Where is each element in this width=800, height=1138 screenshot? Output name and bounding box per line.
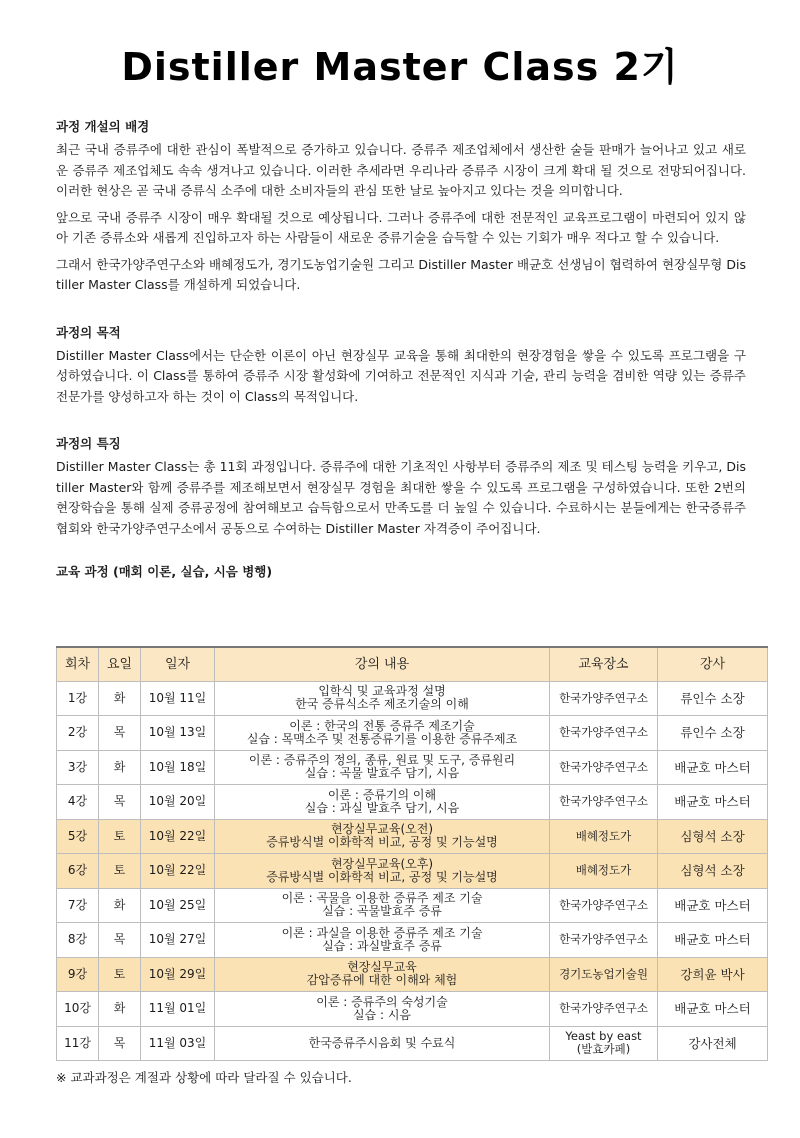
lecture-content-cell <box>215 854 550 889</box>
lecture-line: 증류방식별 이화학적 비교, 공정 및 기능설명 <box>266 869 498 884</box>
weekday-cell: 화 <box>99 888 141 923</box>
weekday-cell: 목 <box>99 785 141 820</box>
weekday-cell: 화 <box>99 992 141 1027</box>
place-text: 한국가양주연구소 <box>559 1001 648 1016</box>
lecture-line: 증류방식별 이화학적 비교, 공정 및 기능설명 <box>266 835 498 850</box>
weekday-cell: 토 <box>99 854 141 889</box>
teacher-cell: 류인수 소장 <box>658 681 768 716</box>
header-cell: 요일 <box>99 647 141 681</box>
table-row <box>57 716 768 751</box>
place-text: 배혜정도가 <box>575 863 632 878</box>
table-row <box>57 957 768 992</box>
session-number-cell: 4강 <box>57 785 99 820</box>
session-number-cell: 6강 <box>57 854 99 889</box>
lecture-line: 현장실무교육 <box>347 960 417 975</box>
schedule-table-wrap <box>56 646 768 1087</box>
table-row <box>57 750 768 785</box>
teacher-cell: 심형석 소장 <box>658 819 768 854</box>
lecture-content-cell <box>215 750 550 785</box>
paragraph: Distiller Master Class에서는 단순한 이론이 아닌 현장실무 교육을 통해 최대한의 현장경험을 쌓을 수 있도록 프로그램을 구성하였습니다. 이 Class를 통하여 증류주 시장 활성화에 기여하고 전문적인 지식과 기술, 관리 능력을 겸비한 역량 있는 증류주 전문가를 양성하고자 하는 것이 이 Class의 목적입니다. <box>56 347 746 404</box>
section-heading: 과정의 목적 <box>56 324 121 340</box>
table-row <box>57 785 768 820</box>
lecture-line: 실습 : 과실 발효주 담기, 시음 <box>304 800 460 815</box>
lecture-line: 실습 : 곡물 발효주 담기, 시음 <box>304 766 460 781</box>
weekday-cell: 목 <box>99 923 141 958</box>
lecture-line: 실습 : 시음 <box>352 1007 412 1022</box>
lecture-content-cell <box>215 923 550 958</box>
place-cell <box>550 819 658 854</box>
lecture-line: 실습 : 곡물발효주 증류 <box>322 904 442 919</box>
lecture-content-cell <box>215 681 550 716</box>
table-row <box>57 992 768 1027</box>
place-cell <box>550 716 658 751</box>
session-number-cell: 8강 <box>57 923 99 958</box>
lecture-content-cell <box>215 888 550 923</box>
weekday-cell: 목 <box>99 1026 141 1061</box>
session-number-cell: 7강 <box>57 888 99 923</box>
header-cell: 강의 내용 <box>215 647 550 681</box>
table-row <box>57 888 768 923</box>
place-cell <box>550 681 658 716</box>
header-cell: 회차 <box>57 647 99 681</box>
session-number-cell: 9강 <box>57 957 99 992</box>
paragraph: 앞으로 국내 증류주 시장이 매우 확대될 것으로 예상됩니다. 그러나 증류주에 대한 전문적인 교육프로그램이 마련되어 있지 않아 기존 증류소와 새롭게 진입하고자 하는 사람들이 새로운 증류기술을 습득할 수 있는 기회가 매우 적다고 할 수 있습니다. <box>56 209 746 245</box>
session-number-cell: 11강 <box>57 1026 99 1061</box>
date-cell: 10월 18일 <box>141 750 215 785</box>
teacher-cell: 배균호 마스터 <box>658 992 768 1027</box>
lecture-line: 한국증류주시음회 및 수료식 <box>308 1035 456 1050</box>
date-cell: 11월 03일 <box>141 1026 215 1061</box>
lecture-line: 감압증류에 대한 이해와 체험 <box>306 973 458 988</box>
place-text: 한국가양주연구소 <box>559 690 648 705</box>
place-text: 한국가양주연구소 <box>559 794 648 809</box>
session-number-cell: 5강 <box>57 819 99 854</box>
table-row <box>57 1026 768 1061</box>
date-cell: 10월 20일 <box>141 785 215 820</box>
place-cell <box>550 1026 658 1061</box>
date-cell: 10월 13일 <box>141 716 215 751</box>
header-cell: 강사 <box>658 647 768 681</box>
lecture-content-cell <box>215 819 550 854</box>
teacher-cell: 강사전체 <box>658 1026 768 1061</box>
teacher-cell: 심형석 소장 <box>658 854 768 889</box>
place-cell <box>550 854 658 889</box>
lecture-line: 이론 : 증류기의 이해 <box>327 787 437 802</box>
page-title: Distiller Master Class 2기 <box>121 45 679 89</box>
header-cell: 일자 <box>141 647 215 681</box>
place-text: 한국가양주연구소 <box>559 759 648 774</box>
date-cell: 10월 11일 <box>141 681 215 716</box>
teacher-cell: 류인수 소장 <box>658 716 768 751</box>
lecture-line: 이론 : 한국의 전통 증류주 제조기술 <box>289 718 475 733</box>
place-text: Yeast by east <box>565 1029 642 1044</box>
place-text: 경기도농업기술원 <box>559 966 648 981</box>
lecture-content-cell <box>215 957 550 992</box>
place-cell <box>550 957 658 992</box>
section-heading: 과정 개설의 배경 <box>56 119 150 134</box>
place-cell <box>550 923 658 958</box>
weekday-cell: 토 <box>99 819 141 854</box>
place-cell <box>550 750 658 785</box>
date-cell: 11월 01일 <box>141 992 215 1027</box>
weekday-cell: 화 <box>99 750 141 785</box>
lecture-content-cell <box>215 992 550 1027</box>
date-cell: 10월 25일 <box>141 888 215 923</box>
lecture-line: 현장실무교육(오후) <box>330 856 434 871</box>
place-text: 한국가양주연구소 <box>559 932 648 947</box>
date-cell: 10월 22일 <box>141 819 215 854</box>
place-text: 한국가양주연구소 <box>559 725 648 740</box>
place-cell <box>550 888 658 923</box>
teacher-cell: 배균호 마스터 <box>658 750 768 785</box>
lecture-line: 입학식 및 교육과정 설명 <box>318 684 446 699</box>
lecture-line: 실습 : 목맥소주 및 전통증류기를 이용한 증류주제조 <box>246 731 518 746</box>
lecture-line: 이론 : 곡물을 이용한 증류주 제조 기술 <box>281 891 483 906</box>
paragraph: 그래서 한국가양주연구소와 배혜정도가, 경기도농업기술원 그리고 Distiller Master 배균호 선생님이 협력하여 현장실무형 Distiller Master Class를 개설하게 되었습니다. <box>56 256 746 292</box>
date-cell: 10월 27일 <box>141 923 215 958</box>
place-cell <box>550 785 658 820</box>
session-number-cell: 3강 <box>57 750 99 785</box>
weekday-cell: 목 <box>99 716 141 751</box>
lecture-line: 한국 증류식소주 제조기술의 이해 <box>295 697 469 712</box>
lecture-line: 현장실무교육(오전) <box>330 822 434 837</box>
lecture-content-cell <box>215 1026 550 1061</box>
lecture-line: 실습 : 과실발효주 증류 <box>322 938 442 953</box>
schedule-table <box>56 646 768 1061</box>
session-number-cell: 10강 <box>57 992 99 1027</box>
session-number-cell: 1강 <box>57 681 99 716</box>
table-caption: 교육 과정 (매회 이론, 실습, 시음 병행) <box>56 564 273 579</box>
weekday-cell: 화 <box>99 681 141 716</box>
table-row <box>57 923 768 958</box>
date-cell: 10월 22일 <box>141 854 215 889</box>
teacher-cell: 강희윤 박사 <box>658 957 768 992</box>
table-header-row <box>57 647 768 681</box>
teacher-cell: 배균호 마스터 <box>658 785 768 820</box>
place-text: 배혜정도가 <box>575 828 632 843</box>
table-row <box>57 854 768 889</box>
weekday-cell: 토 <box>99 957 141 992</box>
section-heading: 과정의 특징 <box>56 436 121 451</box>
document-body <box>56 118 746 589</box>
header-cell: 교육장소 <box>550 647 658 681</box>
footnote: ※ 교과과정은 계절과 상황에 따라 달라질 수 있습니다. <box>56 1070 352 1085</box>
lecture-line: 이론 : 과실을 이용한 증류주 제조 기술 <box>281 925 483 940</box>
teacher-cell: 배균호 마스터 <box>658 923 768 958</box>
paragraph: 최근 국내 증류주에 대한 관심이 폭발적으로 증가하고 있습니다. 증류주 제조업체에서 생산한 술들 판매가 늘어나고 있고 새로운 증류주 제조업체도 속속 생겨나고 있습니다. 이러한 추세라면 우리나라 증류주 시장이 크게 확대 될 것으로 전망되어집니다. 이러한 현상은 곧 국내 증류식 소주에 대한 소비자들의 관심 또한 날로 높아지고 있다는 것을 의미합니다. <box>56 142 746 198</box>
lecture-content-cell <box>215 785 550 820</box>
teacher-cell: 배균호 마스터 <box>658 888 768 923</box>
table-row <box>57 819 768 854</box>
place-text: 한국가양주연구소 <box>559 897 648 912</box>
lecture-content-cell <box>215 716 550 751</box>
lecture-line: 이론 : 증류주의 숙성기술 <box>316 994 448 1009</box>
place-text: (발효카페) <box>576 1042 631 1057</box>
date-cell: 10월 29일 <box>141 957 215 992</box>
place-cell <box>550 992 658 1027</box>
lecture-line: 이론 : 증류주의 정의, 종류, 원료 및 도구, 증류원리 <box>248 753 516 768</box>
session-number-cell: 2강 <box>57 716 99 751</box>
table-row <box>57 681 768 716</box>
paragraph: Distiller Master Class는 총 11회 과정입니다. 증류주에 대한 기초적인 사항부터 증류주의 제조 및 테스팅 능력을 키우고, Distiller Master와 함께 증류주를 제조해보면서 현장실무 경험을 최대한 쌓을 수 있도록 프로그램을 구성하였습니다. 또한 2번의 현장학습을 통해 실제 증류공정에 참여해보고 습득함으로서 만족도를 더 높일 수 있습니다. 수료하시는 분들에게는 한국증류주협회와 한국가양주연구소에서 공동으로 수여하는 Distiller Master 자격증이 주어집니다. <box>56 459 746 536</box>
